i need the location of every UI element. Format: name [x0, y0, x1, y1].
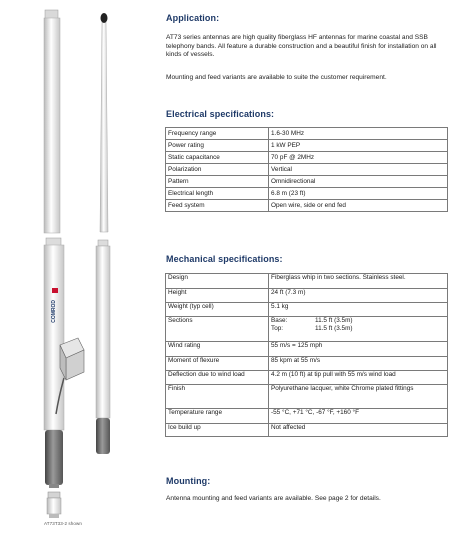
table-row [166, 303, 448, 317]
spec-label: Feed system [166, 200, 269, 212]
table-row [166, 200, 448, 212]
top-section-right-whip [100, 13, 108, 232]
spec-value: -55 °C, +71 °C, -67 °F, +160 °F [269, 409, 448, 424]
table-row [166, 409, 448, 424]
application-title: Application: [166, 13, 220, 23]
spec-value: Fiberglass whip in two sections. Stainless steel. [269, 274, 448, 289]
spec-value: Not affected [269, 424, 448, 437]
sections-base-value: 11.5 ft (3.5m) [315, 317, 353, 324]
spec-label: Pattern [166, 176, 269, 188]
antenna-illustration [0, 0, 160, 536]
sections-base [271, 317, 445, 325]
mounting-text: Antenna mounting and feed variants are available. See page 2 for details. [166, 495, 381, 502]
spec-label: Sections [166, 317, 269, 342]
spec-value: 70 pF @ 2MHz [269, 152, 448, 164]
mounting-title: Mounting: [166, 476, 211, 486]
table-row [166, 385, 448, 409]
mechanical-spec-table [165, 273, 448, 437]
spec-label: Static capacitance [166, 152, 269, 164]
sections-base-label: Base: [271, 317, 288, 324]
application-paragraph-2: Mounting and feed variants are available to suite the customer requirement. [166, 74, 387, 81]
electrical-title: Electrical specifications: [166, 109, 275, 119]
spec-value: 1 kW PEP [269, 140, 448, 152]
table-row [166, 274, 448, 289]
table-row [166, 342, 448, 357]
spec-value: Polyurethane lacquer, white Chrome plated fittings [269, 385, 448, 409]
spec-label: Power rating [166, 140, 269, 152]
table-row [166, 371, 448, 385]
spec-label: Wind rating [166, 342, 269, 357]
mechanical-title: Mechanical specifications: [166, 254, 283, 264]
spec-label: Finish [166, 385, 269, 409]
spec-label: Deflection due to wind load [166, 371, 269, 385]
table-row [166, 357, 448, 371]
spec-label: Weight (typ cell) [166, 303, 269, 317]
table-row [166, 128, 448, 140]
spec-label: Electrical length [166, 188, 269, 200]
spec-label: Moment of flexure [166, 357, 269, 371]
table-row [166, 152, 448, 164]
electrical-spec-table [165, 127, 448, 212]
spec-value: 55 m/s = 125 mph [269, 342, 448, 357]
base-section-right [96, 240, 110, 454]
spec-value: 24 ft (7.3 m) [269, 289, 448, 303]
sections-top-value: 11.5 ft (3.5m) [315, 325, 353, 332]
spec-label: Height [166, 289, 269, 303]
table-row [166, 424, 448, 437]
spec-value: Omnidirectional [269, 176, 448, 188]
spec-value: 85 kpm at 55 m/s [269, 357, 448, 371]
spec-label: Frequency range [166, 128, 269, 140]
spec-label: Design [166, 274, 269, 289]
spec-value [269, 317, 448, 342]
table-row [166, 188, 448, 200]
sections-top-label: Top: [271, 325, 284, 332]
spec-label: Ice build up [166, 424, 269, 437]
spec-label: Temperature range [166, 409, 269, 424]
sections-top [271, 325, 445, 333]
application-paragraph-1: AT73 series antennas are high quality fiberglass HF antennas for marine coastal and SSB telephony bands. All feature a durable construction and a beautiful finish for installation on all kinds of vessels. [166, 34, 437, 58]
svg-text:COMROD: COMROD [51, 300, 57, 323]
base-fitting [47, 492, 61, 518]
spec-label: Polarization [166, 164, 269, 176]
spec-value: Open wire, side or end fed [269, 200, 448, 212]
spec-value: Vertical [269, 164, 448, 176]
top-section-left-whip [44, 10, 60, 233]
table-row [166, 317, 448, 342]
spec-value: 6.8 m (23 ft) [269, 188, 448, 200]
image-caption: AT73T33-2 shown [44, 521, 82, 526]
table-row [166, 176, 448, 188]
spec-value: 1.6-30 MHz [269, 128, 448, 140]
table-row [166, 289, 448, 303]
spec-value: 5.1 kg [269, 303, 448, 317]
table-row [166, 164, 448, 176]
table-row [166, 140, 448, 152]
spec-value: 4.2 m (10 ft) at tip pull with 55 m/s wind load [269, 371, 448, 385]
